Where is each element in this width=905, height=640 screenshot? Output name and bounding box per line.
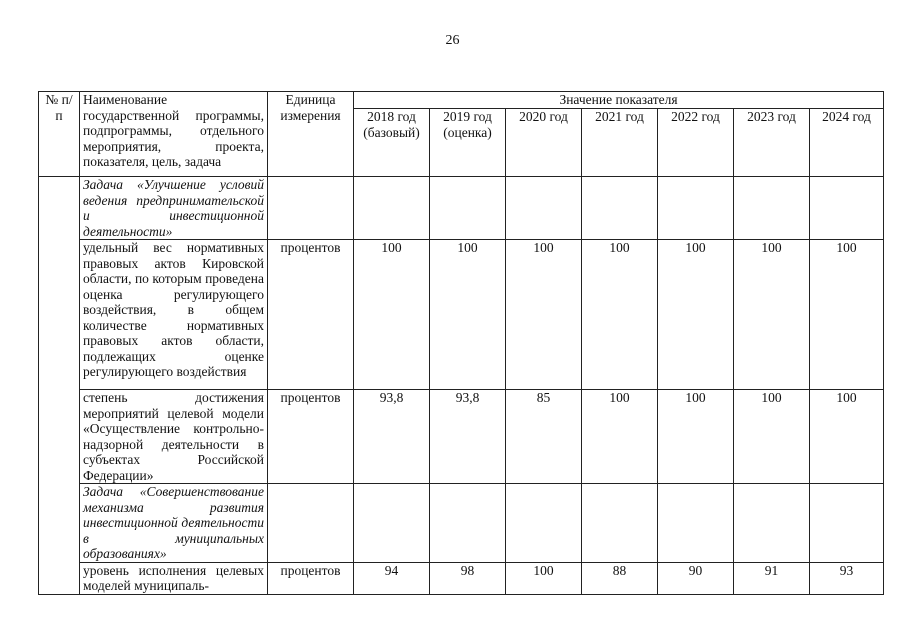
value-cell: 100 [658, 390, 734, 484]
value-cell: 100 [354, 240, 430, 390]
value-cell: 93 [810, 562, 884, 594]
value-cell: 85 [506, 390, 582, 484]
indicator-unit: процентов [268, 390, 354, 484]
value-cell: 100 [582, 240, 658, 390]
indicator-unit: процентов [268, 562, 354, 594]
value-cell: 100 [810, 240, 884, 390]
header-unit: Единица измерения [268, 92, 354, 177]
header-year-2023: 2023 год [734, 109, 810, 177]
header-year-2024: 2024 год [810, 109, 884, 177]
table-row [39, 240, 884, 390]
indicator-unit: процентов [268, 240, 354, 390]
value-cell: 90 [658, 562, 734, 594]
header-year-2018: 2018 год (базовый) [354, 109, 430, 177]
header-num: № п/п [39, 92, 80, 177]
indicator-name: степень достижения мероприятий целевой модели «Осуществление контрольно-надзорной деятельности в субъектах Российской Федерации» [80, 390, 268, 484]
value-cell: 100 [734, 390, 810, 484]
value-cell: 98 [430, 562, 506, 594]
value-cell: 100 [430, 240, 506, 390]
value-cell: 94 [354, 562, 430, 594]
table-row [39, 562, 884, 594]
task-name: Задача «Совершенствование механизма развития инвестиционной деятельности в муниципальных образованиях» [80, 484, 268, 563]
value-cell: 93,8 [430, 390, 506, 484]
table-row [39, 484, 884, 563]
value-cell: 93,8 [354, 390, 430, 484]
value-cell: 100 [810, 390, 884, 484]
value-cell: 100 [734, 240, 810, 390]
table-row [39, 177, 884, 240]
table-row [39, 390, 884, 484]
page-number: 26 [445, 33, 460, 48]
indicator-name: уровень исполнения целевых моделей муниципаль- [80, 562, 268, 594]
value-cell: 88 [582, 562, 658, 594]
header-year-2020: 2020 год [506, 109, 582, 177]
value-cell: 91 [734, 562, 810, 594]
value-cell: 100 [506, 240, 582, 390]
indicator-table [38, 91, 884, 595]
header-year-2022: 2022 год [658, 109, 734, 177]
header-year-2019: 2019 год (оценка) [430, 109, 506, 177]
row-num-cell [39, 177, 80, 595]
value-cell: 100 [658, 240, 734, 390]
header-year-2021: 2021 год [582, 109, 658, 177]
indicator-name: удельный вес нормативных правовых актов Кировской области, по которым проведена оценка регулирующего воздействия, в общем количестве нормативных правовых актов области, подлежащих оценке регулирующего воздействия [80, 240, 268, 390]
header-name: Наименование государственной программы, подпрограммы, отдельного мероприятия, проекта, показателя, цель, задача [80, 92, 268, 177]
task-name: Задача «Улучшение условий ведения предпринимательской и инвестиционной деятельности» [80, 177, 268, 240]
header-value-group: Значение показателя [354, 92, 884, 109]
value-cell: 100 [506, 562, 582, 594]
value-cell: 100 [582, 390, 658, 484]
